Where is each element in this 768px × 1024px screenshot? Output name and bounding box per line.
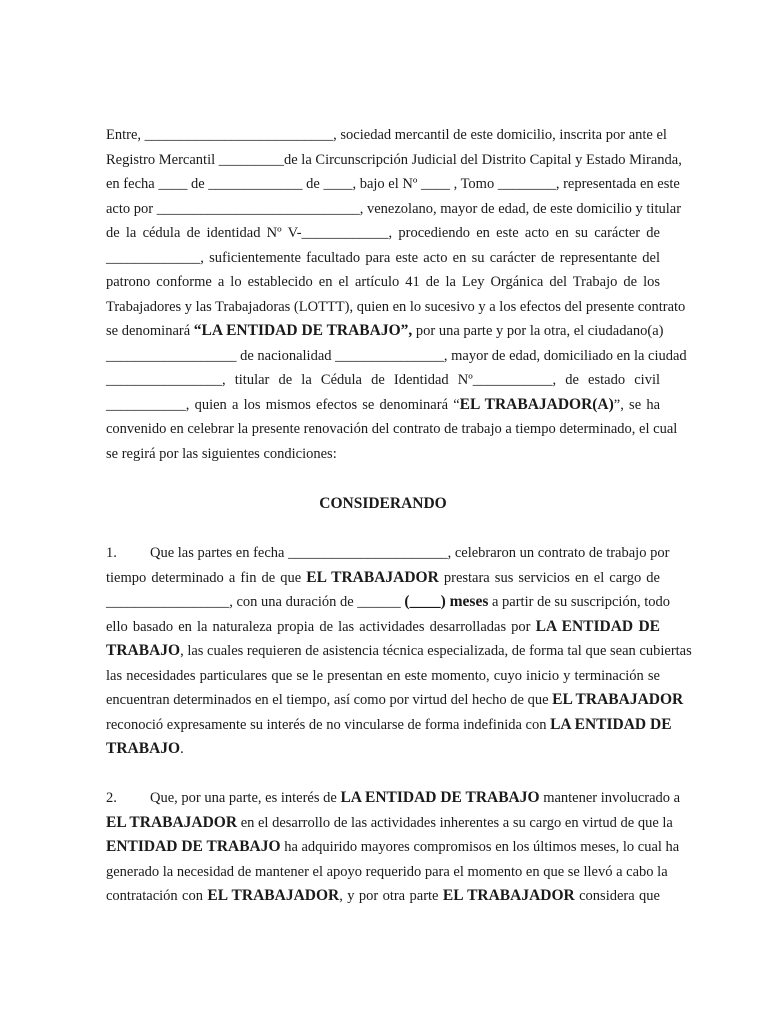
intro-line: ___________, quien a los mismos efectos se denominará “EL TRABAJADOR(A)”, se ha [106, 395, 661, 413]
clause-number: 1. [106, 545, 117, 561]
clause-2 [106, 786, 681, 909]
clause-1 [106, 541, 692, 762]
intro-line: patrono conforme a lo establecido en el artículo 41 de la Ley Orgánica del Trabajo de los [106, 274, 660, 290]
intro-line: Entre, __________________________, sociedad mercantil de este domicilio, inscrita por ante el [106, 127, 667, 143]
clause-line: TRABAJO, las cuales requieren de asistencia técnica especializada, de forma tal que sean cubiertas [106, 642, 692, 659]
intro-line: de la cédula de identidad Nº V-____________, procediendo en este acto en su carácter de [106, 225, 660, 241]
entity-term: “LA ENTIDAD DE TRABAJO”, [193, 322, 413, 339]
clause-number: 2. [106, 790, 117, 806]
clause-line: reconoció expresamente su interés de no vincularse de forma indefinida con LA ENTIDAD DE [106, 715, 672, 733]
clause-line: _________________, con una duración de ______ (____) meses a partir de su suscripción, todo [106, 593, 670, 610]
clause-line: encuentran determinados en el tiempo, así como por virtud del hecho de que EL TRABAJADOR [106, 691, 684, 708]
intro-line: Registro Mercantil _________de la Circunscripción Judicial del Distrito Capital y Estado Miranda, [106, 151, 682, 168]
clause-line: tiempo determinado a fin de que EL TRABAJADOR prestara sus servicios en el cargo de [106, 568, 660, 586]
worker-term: EL TRABAJADOR(A) [459, 395, 614, 413]
intro-line: _____________, suficientemente facultado para este acto en su carácter de representante del [106, 249, 660, 266]
intro-line: __________________ de nacionalidad _______________, mayor de edad, domiciliado en la ciudad [106, 347, 687, 364]
clause-line: generado la necesidad de mantener el apoyo requerido para el momento en que se llevó a cabo la [106, 863, 668, 880]
intro-line: en fecha ____ de _____________ de ____, bajo el Nº ____ , Tomo ________, representada en este [106, 176, 680, 192]
clause-line: ENTIDAD DE TRABAJO ha adquirido mayores compromisos en los últimos meses, lo cual ha [106, 838, 680, 855]
intro-paragraph [106, 123, 687, 466]
clause-line: 2. Que, por una parte, es interés de LA ENTIDAD DE TRABAJO mantener involucrado a [106, 786, 660, 811]
section-heading: CONSIDERANDO [319, 495, 447, 512]
clause-line: 1. Que las partes en fecha ______________________, celebraron un contrato de trabajo por [106, 541, 660, 566]
clause-line: ello basado en la naturaleza propia de las actividades desarrolladas por LA ENTIDAD DE [106, 617, 660, 635]
intro-line: convenido en celebrar la presente renovación del contrato de trabajo a tiempo determinado, el cual [106, 421, 678, 437]
intro-line: se regirá por las siguientes condiciones: [106, 445, 337, 462]
intro-line: Trabajadores y las Trabajadoras (LOTTT), quien en lo sucesivo y a los efectos del presente contrato [106, 298, 686, 315]
clause-line: contratación con EL TRABAJADOR, y por otra parte EL TRABAJADOR considera que [106, 887, 660, 904]
clause-line: EL TRABAJADOR en el desarrollo de las actividades inherentes a su cargo en virtud de que la [106, 813, 673, 831]
intro-line: se denominará “LA ENTIDAD DE TRABAJO”, por una parte y por la otra, el ciudadano(a) [106, 322, 664, 339]
clause-line: TRABAJO. [106, 740, 184, 757]
intro-line: ________________, titular de la Cédula de Identidad Nº___________, de estado civil [106, 372, 660, 388]
intro-line: acto por ____________________________, venezolano, mayor de edad, de este domicilio y titular [106, 200, 682, 217]
clause-line: las necesidades particulares que se le presentan en este momento, cuyo inicio y terminación se [106, 667, 660, 684]
